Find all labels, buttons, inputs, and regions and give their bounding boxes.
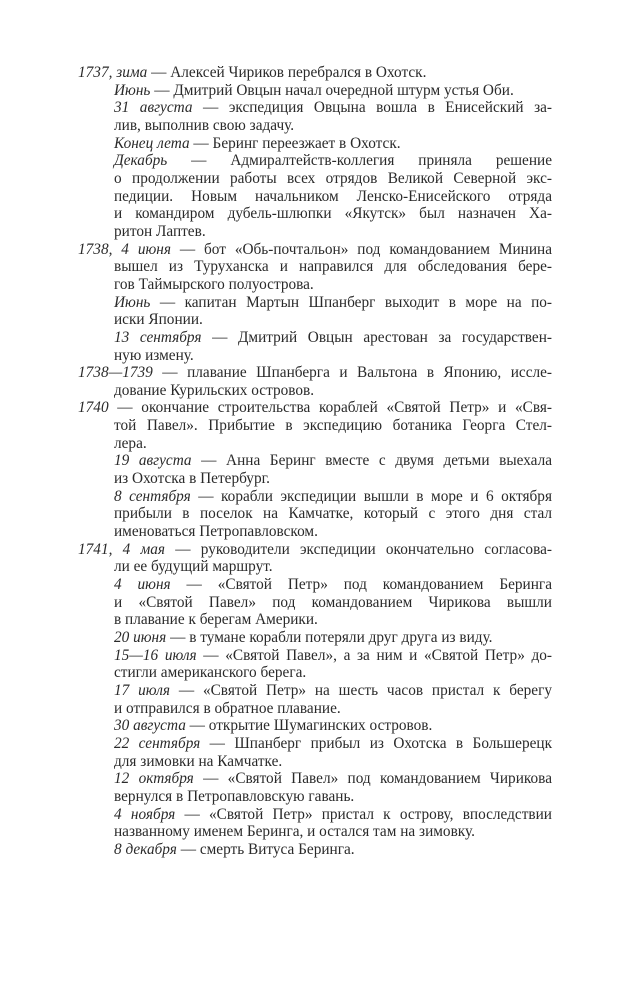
chronology-sub-entry [78, 488, 552, 541]
text-line [78, 594, 552, 612]
text-line [78, 470, 552, 488]
entry-text: о продолжении работы всех отрядов Великой Северной экс- [114, 169, 552, 187]
text-line [78, 347, 552, 365]
chronology-year-entry [78, 241, 552, 294]
text-line [78, 435, 552, 453]
chronology-year-entry [78, 64, 552, 82]
entry-text: — Адмиралтейств-коллегия приняла решение [167, 152, 552, 170]
chronology-sub-entry [78, 135, 552, 153]
text-line [78, 382, 552, 400]
entry-text: вышел из Туруханска и направился для обследования бере- [114, 258, 552, 276]
chronology-sub-entry [78, 452, 552, 487]
entry-text: — Алексей Чириков перебрался в Охотск. [147, 64, 427, 81]
entry-text: — открытие Шумагинских островов. [185, 717, 433, 735]
chronology-sub-entry [78, 806, 552, 841]
entry-text: для зимовки на Камчатке. [114, 752, 283, 770]
entry-date: 4 июня [114, 576, 171, 594]
text-line [78, 806, 552, 824]
entry-date: 1738, 4 июня [78, 240, 171, 258]
entry-text: гов Таймырского полуострова. [114, 275, 314, 293]
entry-date: 4 ноября [114, 805, 176, 823]
chronology-sub-entry [78, 576, 552, 629]
chronology-sub-entry [78, 294, 552, 329]
text-line [78, 223, 552, 241]
text-line [78, 788, 552, 806]
text-line [78, 329, 552, 347]
entry-text: стигли американского берега. [114, 664, 307, 682]
text-line [78, 82, 552, 100]
entry-date: 19 августа [114, 452, 192, 470]
text-line [78, 205, 552, 223]
entry-text: — «Святой Петр» на шесть часов пристал к берегу [169, 681, 552, 699]
text-line [78, 523, 552, 541]
text-line [78, 770, 552, 788]
text-line [78, 241, 552, 259]
text-line [78, 276, 552, 294]
text-line [78, 664, 552, 682]
entry-text: — «Святой Петр» под командованием Беринга [170, 576, 552, 594]
entry-text: ритон Лаптев. [114, 222, 206, 240]
chronology-sub-entry [78, 99, 552, 134]
entry-text: — смерть Витуса Беринга. [176, 840, 355, 858]
entry-text: — Дмитрий Овцын арестован за государствен- [201, 328, 552, 346]
text-line [78, 188, 552, 206]
entry-text: вернулся в Петропавловскую гавань. [114, 787, 355, 805]
entry-text: — в тумане корабли потеряли друг друга из виду. [166, 629, 493, 646]
entry-text: — бот «Обь-почтальон» под командованием Минина [170, 240, 552, 258]
entry-date: 22 сентября [114, 734, 201, 752]
chronology-sub-entry [78, 717, 552, 735]
entry-text: лера. [114, 434, 147, 452]
entry-text: иски Японии. [114, 311, 203, 329]
entry-date: 30 августа [114, 717, 186, 735]
text-line [78, 611, 552, 629]
text-line [78, 364, 552, 382]
entry-date: 1737, зима [78, 64, 148, 81]
text-line [78, 452, 552, 470]
chronology-sub-entry [78, 152, 552, 240]
entry-date: 8 декабря [114, 840, 177, 858]
entry-text: педиции. Новым начальником Ленско-Енисейского отряда [114, 187, 552, 205]
entry-date: Конец лета [114, 134, 190, 152]
entry-text: — окончание строительства кораблей «Святой Петр» и «Свя- [108, 399, 552, 417]
entry-date: 1740 [78, 399, 109, 417]
chronology-sub-entry [78, 647, 552, 682]
text-line [78, 682, 552, 700]
entry-text: той Павел». Прибытие в экспедицию ботаника Георга Стел- [114, 417, 552, 435]
entry-date: 8 сентября [114, 487, 191, 505]
text-line [78, 417, 552, 435]
entry-text: лив, выполнив свою задачу. [114, 116, 295, 134]
text-line [78, 700, 552, 718]
chronology-year-entry [78, 541, 552, 576]
chronology-year-entry [78, 399, 552, 452]
entry-text: — Дмитрий Овцын начал очередной штурм устья Оби. [150, 81, 514, 99]
entry-text: в плавание к берегам Америки. [114, 611, 318, 629]
entry-text: из Охотска в Петербург. [114, 470, 270, 488]
entry-text: названному именем Беринга, и остался там на зимовку. [114, 823, 475, 841]
text-line [78, 505, 552, 523]
text-line [78, 841, 552, 859]
text-line [78, 99, 552, 117]
entry-text: ную измену. [114, 346, 194, 364]
entry-date: 20 июня [114, 629, 167, 646]
text-line [78, 294, 552, 312]
chronology-year-entry [78, 364, 552, 399]
entry-text: — корабли экспедиции вышли в море и 6 октября [190, 487, 552, 505]
entry-text: — Беринг переезжает в Охотск. [189, 134, 401, 152]
entry-date: 31 августа [114, 99, 193, 117]
entry-date: 13 сентября [114, 328, 202, 346]
entry-text: — Шпанберг прибыл из Охотска в Большерецк [200, 734, 552, 752]
text-line [78, 64, 552, 82]
chronology-sub-entry [78, 82, 552, 100]
chronology-sub-entry [78, 329, 552, 364]
text-line [78, 558, 552, 576]
chronology-sub-entry [78, 735, 552, 770]
entry-text: — плавание Шпанберга и Вальтона в Японию, иссле- [152, 364, 552, 382]
entry-date: 17 июля [114, 681, 170, 699]
text-line [78, 152, 552, 170]
text-line [78, 399, 552, 417]
entry-text: — «Святой Павел», а за ним и «Святой Петр» до- [196, 646, 553, 664]
entry-text: — экспедиция Овцына вошла в Енисейский за- [192, 99, 553, 117]
chronology-text [78, 64, 552, 859]
entry-text: — руководители экспедиции окончательно согласова- [165, 540, 552, 558]
chronology-sub-entry [78, 682, 552, 717]
entry-date: 1738—1739 [78, 364, 153, 382]
text-line [78, 170, 552, 188]
entry-text: — «Святой Павел» под командованием Чирикова [193, 770, 552, 788]
entry-text: — капитан Мартын Шпанберг выходит в море на по- [150, 293, 552, 311]
text-line [78, 753, 552, 771]
entry-text: и командиром дубель-шлюпки «Якутск» был назначен Ха- [114, 205, 552, 223]
entry-date: Декабрь [114, 152, 168, 170]
text-line [78, 647, 552, 665]
text-line [78, 117, 552, 135]
entry-text: — Анна Беринг вместе с двумя детьми выехала [191, 452, 552, 470]
entry-date: Июнь [114, 293, 151, 311]
entry-date: 1741, 4 мая [78, 540, 166, 558]
entry-text: — «Святой Петр» пристал к острову, впоследствии [175, 805, 552, 823]
entry-text: и отправился в обратное плавание. [114, 699, 341, 717]
text-line [78, 311, 552, 329]
entry-date: 12 октября [114, 770, 194, 788]
text-line [78, 735, 552, 753]
text-line [78, 823, 552, 841]
text-line [78, 576, 552, 594]
entry-text: и «Святой Павел» под командованием Чирикова вышли [114, 593, 552, 611]
text-line [78, 717, 552, 735]
entry-text: дование Курильских островов. [114, 381, 315, 399]
chronology-sub-entry [78, 629, 552, 647]
text-line [78, 629, 552, 647]
chronology-sub-entry [78, 770, 552, 805]
entry-text: ли ее будущий маршрут. [114, 558, 273, 576]
entry-date: Июнь [114, 81, 151, 99]
text-line [78, 258, 552, 276]
chronology-sub-entry [78, 841, 552, 859]
entry-date: 15—16 июля [114, 646, 197, 664]
text-line [78, 541, 552, 559]
text-line [78, 135, 552, 153]
entry-text: прибыли в поселок на Камчатке, который с этого дня стал [114, 505, 552, 523]
entry-text: именоваться Петропавловском. [114, 523, 318, 541]
text-line [78, 488, 552, 506]
